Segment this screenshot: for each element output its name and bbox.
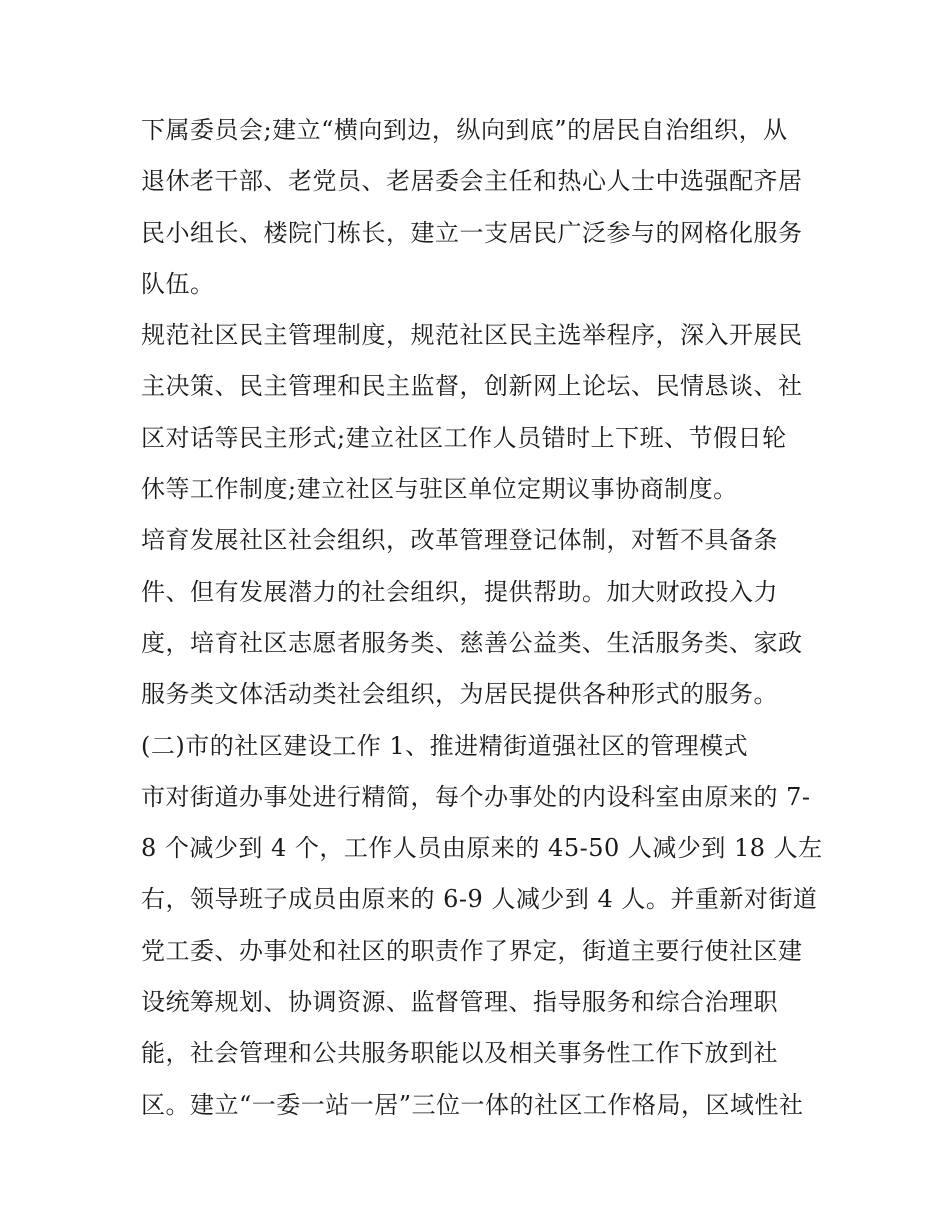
text-line: 主决策、民主管理和民主监督，创新网上论坛、民情恳谈、社: [141, 372, 803, 401]
text-line: 能，社会管理和公共服务职能以及相关事务性工作下放到社: [141, 1039, 778, 1068]
text-line: 培育发展社区社会组织，改革管理登记体制，对暂不具备条: [141, 526, 778, 555]
text-line: 市对街道办事处进行精简，每个办事处的内设科室由原来的 7-: [141, 782, 811, 811]
text-line: 队伍。: [141, 269, 215, 298]
text-line: 度，培育社区志愿者服务类、慈善公益类、生活服务类、家政: [141, 628, 803, 657]
text-line: 党工委、办事处和社区的职责作了界定，街道主要行使社区建: [141, 936, 803, 965]
text-line: 8 个减少到 4 个，工作人员由原来的 45-50 人减少到 18 人左: [141, 834, 823, 863]
text-line: 规范社区民主管理制度，规范社区民主选举程序，深入开展民: [141, 321, 803, 350]
text-line: 区对话等民主形式;建立社区工作人员错时上下班、节假日轮: [141, 423, 787, 452]
text-line: 件、但有发展潜力的社会组织，提供帮助。加大财政投入力: [141, 577, 778, 606]
text-line: 右，领导班子成员由原来的 6-9 人减少到 4 人。并重新对街道: [141, 885, 818, 914]
text-line: 区。建立“一委一站一居”三位一体的社区工作格局，区域性社: [141, 1090, 804, 1119]
text-line: 下属委员会;建立“横向到边，纵向到底”的居民自治组织，从: [141, 116, 788, 144]
text-line: 设统筹规划、协调资源、监督管理、指导服务和综合治理职: [141, 988, 778, 1017]
section-heading: (二)市的社区建设工作 1、推进精街道强社区的管理模式: [141, 731, 749, 760]
text-line: 休等工作制度;建立社区与驻区单位定期议事协商制度。: [141, 475, 738, 504]
text-line: 民小组长、楼院门栋长，建立一支居民广泛参与的网格化服务: [141, 218, 803, 247]
text-line: 退休老干部、老党员、老居委会主任和热心人士中选强配齐居: [141, 167, 803, 196]
text-line: 服务类文体活动类社会组织，为居民提供各种形式的服务。: [141, 680, 778, 709]
document-body: [141, 105, 821, 1131]
